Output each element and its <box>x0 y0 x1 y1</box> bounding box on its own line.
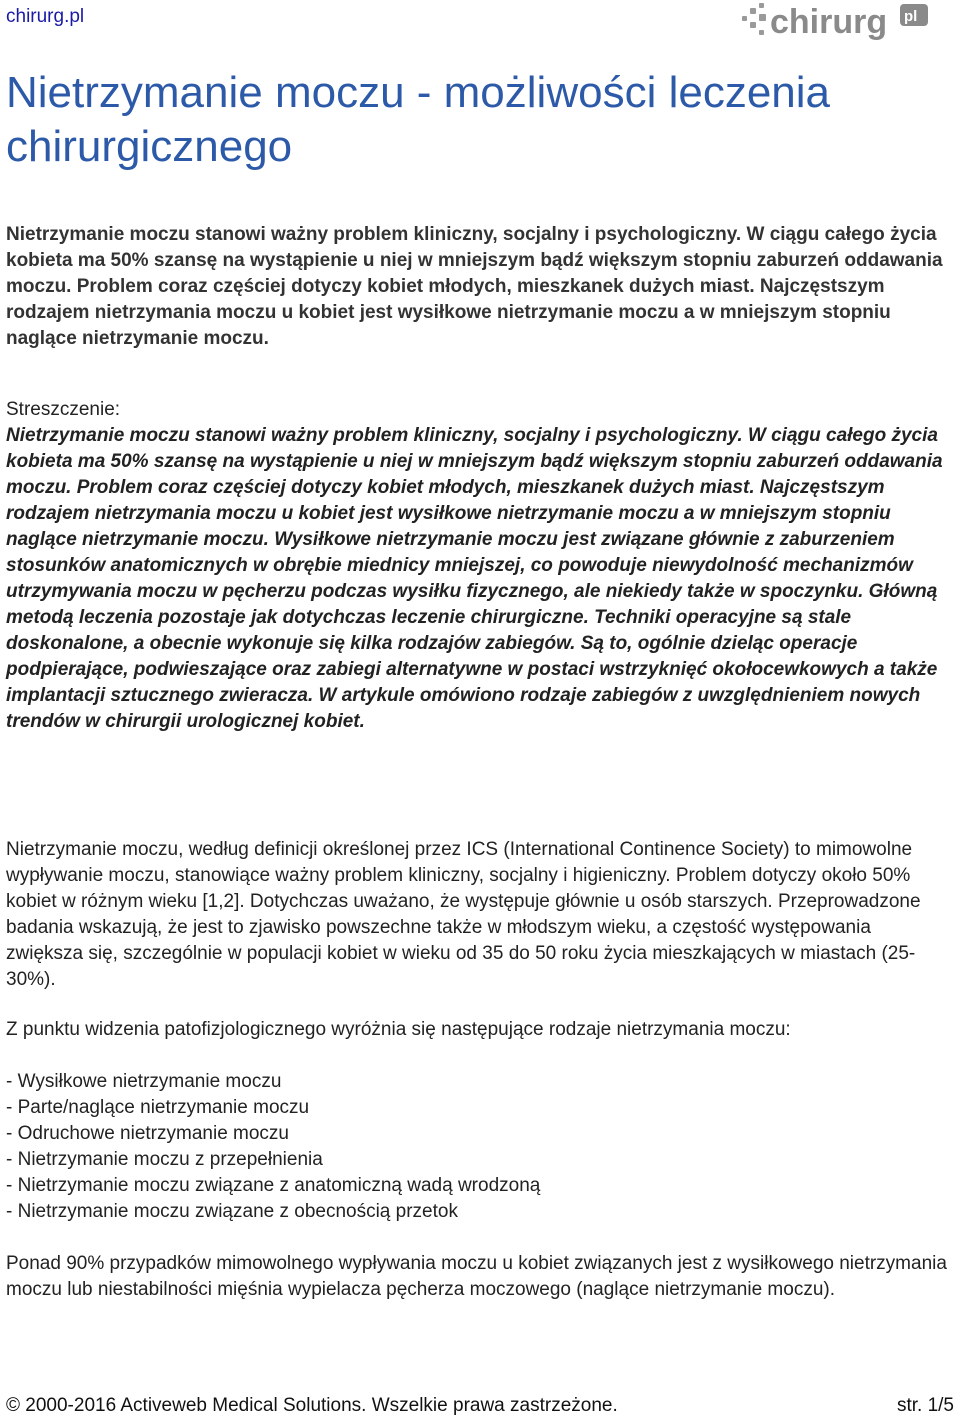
page-title: Nietrzymanie moczu - możliwości leczenia chirurgicznego <box>6 68 831 171</box>
list-item: - Odruchowe nietrzymanie moczu <box>6 1123 289 1144</box>
article-lead: Nietrzymanie moczu stanowi ważny problem kliniczny, socjalny i psychologiczny. W ciągu całego życia kobieta ma 50% szansę na wystąpienie u niej w mniejszym bądź większym stopniu zaburzeń oddawania moczu. Problem coraz częściej dotyczy kobiet młodych, mieszkanek dużych miast. Najczęstszym rodzajem nietrzymania moczu u kobiet jest wysiłkowe nietrzymanie moczu a w mniejszym stopniu naglące nietrzymanie moczu. <box>6 224 943 349</box>
logo-wordmark: chirurg <box>770 3 888 41</box>
paragraph-types-intro: Z punktu widzenia patofizjologicznego wyróżnia się następujące rodzaje nietrzymania moczu: <box>6 1019 791 1040</box>
chirurg-logo <box>740 0 930 44</box>
list-item: - Nietrzymanie moczu związane z anatomiczną wadą wrodzoną <box>6 1175 541 1196</box>
list-item: - Nietrzymanie moczu związane z obecnością przetok <box>6 1201 458 1222</box>
logo-badge: pl <box>904 8 918 25</box>
copyright-text: © 2000-2016 Activeweb Medical Solutions. Wszelkie prawa zastrzeżone. <box>6 1395 618 1416</box>
incontinence-types-list <box>6 1069 540 1225</box>
list-item: - Nietrzymanie moczu z przepełnienia <box>6 1149 323 1170</box>
logo-dots-icon <box>742 3 766 35</box>
summary-label: Streszczenie: <box>6 399 121 420</box>
page-footer <box>6 1393 954 1419</box>
page-number: str. 1/5 <box>896 1395 954 1416</box>
list-item: - Parte/naglące nietrzymanie moczu <box>6 1097 310 1118</box>
summary-section <box>6 397 951 735</box>
paragraph-definition: Nietrzymanie moczu, według definicji określonej przez ICS (International Continence Society) to mimowolne wypływanie moczu, stanowiące ważny problem kliniczny, socjalny i higieniczny. Problem dotyczy około 50% kobiet w różnym wieku [1,2]. Dotychczas uważano, że występuje głównie u osób starszych. Przeprowadzone badania wskazują, że jest to zjawisko powszechne także w młodszym wieku, a częstość występowania zwiększa się, szczególnie w populacji kobiet w wieku od 35 do 50 roku życia mieszkających w miastach (25-30%). <box>6 839 921 990</box>
list-item: - Wysiłkowe nietrzymanie moczu <box>6 1071 282 1092</box>
summary-text: Nietrzymanie moczu stanowi ważny problem kliniczny, socjalny i psychologiczny. W ciągu całego życia kobieta ma 50% szansę na wystąpienie u niej w mniejszym bądź większym stopniu zaburzeń oddawania moczu. Problem coraz częściej dotyczy kobiet młodych, mieszkanek dużych miast. Najczęstszym rodzajem nietrzymania moczu u kobiet jest wysiłkowe nietrzymanie moczu a w mniejszym stopniu naglące nietrzymanie moczu. Wysiłkowe nietrzymanie moczu jest związane głównie z zaburzeniem stosunków anatomicznych w obrębie miednicy mniejszej, co powoduje niewydolność mechanizmów utrzymywania moczu w pęcherzu podczas wysiłku fizycznego, ale niekiedy także w spoczynku. Główną metodą leczenia pozostaje jak dotychczas leczenie chirurgiczne. Techniki operacyjne są stale doskonalone, a obecnie wykonuje się kilka rodzajów zabiegów. Są to, ogólnie dzieląc operacje podpierające, podwieszające oraz zabiegi alternatywne w postaci wstrzyknięć okołocewkowych a także implantacji sztucznego zwieracza. W artykule omówiono rodzaje zabiegów z uwzględnieniem nowych trendów w chirurgii urologicznej kobiet. <box>6 425 943 732</box>
site-link[interactable]: chirurg.pl <box>6 6 85 27</box>
paragraph-statistics: Ponad 90% przypadków mimowolnego wypływania moczu u kobiet związanych jest z wysiłkowego nietrzymania moczu lub niestabilności mięśnia wypielacza pęcherza moczowego (naglące nietrzymanie moczu). <box>6 1253 947 1300</box>
